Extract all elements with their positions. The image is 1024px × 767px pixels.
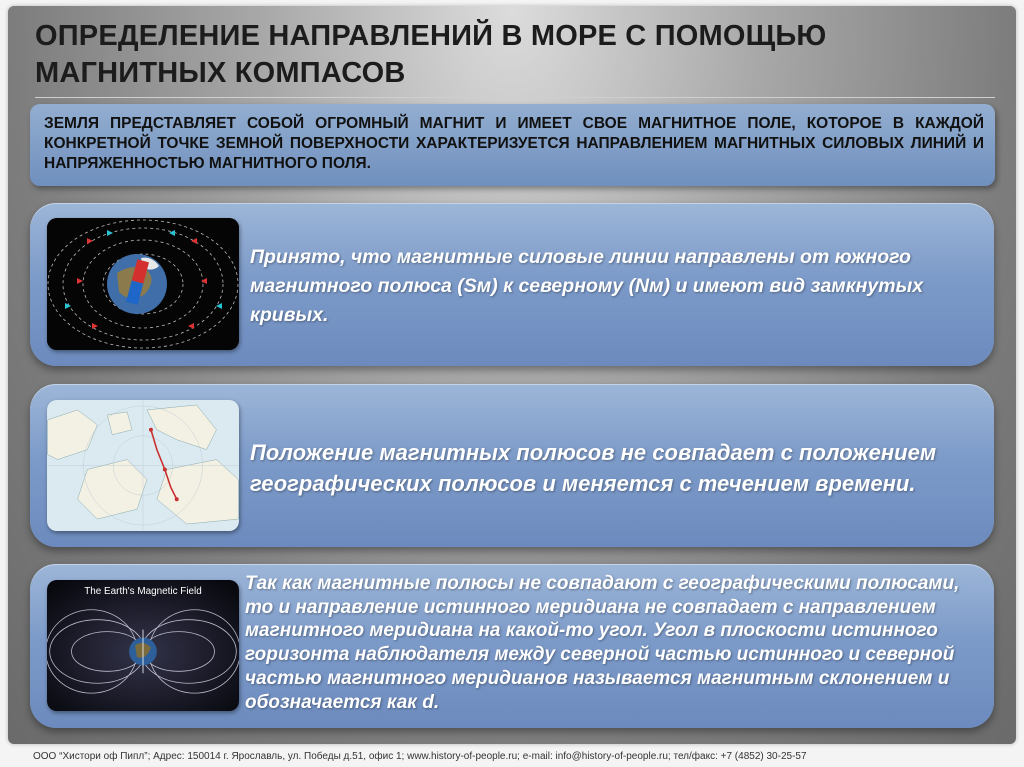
card-1-text: Принято, что магнитные силовые линии направлены от южного магнитного полюса (Sм) к северному (Nм) и имеют вид замкнутых кривых. <box>250 246 924 326</box>
intro-text: ЗЕМЛЯ ПРЕДСТАВЛЯЕТ СОБОЙ ОГРОМНЫЙ МАГНИТ И ИМЕЕТ СВОЕ МАГНИТНОЕ ПОЛЕ, КОТОРОЕ В КАЖДОЙ КОНКРЕТНОЙ ТОЧКЕ ЗЕМНОЙ ПОВЕРХНОСТИ ХАРАКТЕРИЗУЕТСЯ НАПРАВЛЕНИЕМ МАГНИТНЫХ СИЛОВЫХ ЛИНИЙ И НАПРЯЖЕННОСТЬЮ МАГНИТНОГО ПОЛЯ. <box>44 115 984 172</box>
earth-magnetic-field-image <box>47 580 239 711</box>
earth-magnetic-lines-image <box>47 218 239 350</box>
card-2-text: Положение магнитных полюсов не совпадает с положением географических полюсов и меняется с течением времени. <box>250 440 937 496</box>
title-divider <box>35 97 995 98</box>
pole-drift-map-image <box>47 400 239 531</box>
slide-title: ОПРЕДЕЛЕНИЕ НАПРАВЛЕНИЙ В МОРЕ С ПОМОЩЬЮ МАГНИТНЫХ КОМПАСОВ <box>35 20 827 89</box>
image-caption: The Earth's Magnetic Field <box>84 585 202 597</box>
card-3-text: Так как магнитные полюсы не совпадают с географическими полюсами, то и направление истинного меридиана не совпадает с направлением магнитного меридиана на какой-то угол. Угол в плоскости истинного горизонта наблюдателя между северной частью истинного и северной частью магнитного меридианов называется магнитным склонением и обозначается как d. <box>245 573 960 713</box>
footer-contacts: ООО “Хистори оф Пипл”; Адрес: 150014 г. Ярославль, ул. Победы д.51, офис 1; www.history-of-people.ru; e-mail: info@history-of-people.ru; тел/факс: +7 (4852) 30-25-57 <box>33 751 807 762</box>
